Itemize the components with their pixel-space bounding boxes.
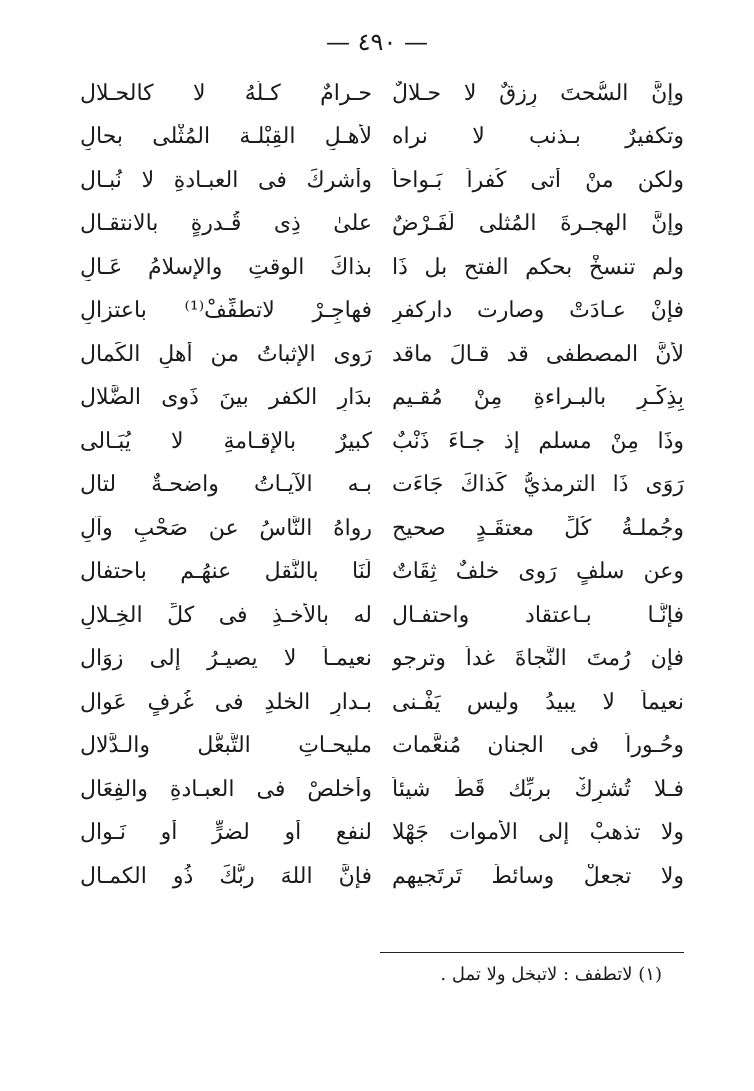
first-hemistich: وذَا مِنْ مسلمٍ إذ جـاءَ ذَنْبٌ [392,428,684,454]
second-hemistich: بدَارِ الكفر بينَ ذَوى الضَّلال [80,385,372,411]
second-hemistich: علىٰ ذِى قُـدرةٍ بالانتقـال [80,211,372,237]
second-hemistich: بـه الآيـاتُ واضحـةٌ لتال [80,472,372,498]
verse [80,681,684,725]
first-hemistich: وإنَّ الهجـرةَ المُثلى لَفَـرْضٌ [392,211,684,237]
poem [80,72,684,899]
second-hemistich: نعيمـاً لا يصيـرُ إلى زوَال [80,646,372,672]
verse [80,507,684,551]
second-hemistich: رَوى الإثباتُ من أهلِ الكَمال [80,341,372,367]
second-hemistich: وأشركَ فى العبـادةِ لا نُبـال [80,167,372,193]
first-hemistich: ولا تذهبْ إلى الأموات جَهْلا [392,820,684,846]
verse [80,638,684,682]
second-hemistich: مليحـاتِ التَّبعُّل والـدَّلال [80,733,372,759]
first-hemistich: نعيماً لا يبيدُ وليس يَفْـنى [392,689,684,715]
footnote: (١) لاتطفف : لاتبخل ولا تمل . [440,964,662,985]
first-hemistich: فإن رُمتَ النَّجاةَ غداً وترجو [392,646,684,672]
second-hemistich: كبيرٌ بالإقـامةِ لا يُبَـالى [80,428,372,454]
first-hemistich: وحُـوراً فى الجنان مُنعَّمات [392,733,684,759]
second-hemistich: وأخلصْ فى العبـادةِ والفِعَال [80,776,372,802]
second-hemistich: لنفعٍ أو لضرٍّ أو نَـوال [80,820,372,846]
verse [80,159,684,203]
first-hemistich: فإنْ عـادَتْ وصارت داركفرٍ [392,298,684,324]
verse [80,812,684,856]
second-hemistich: حـرامٌ كـلُّهُ لا كالحـلال [80,80,372,106]
second-hemistich: لَنَا بالنَّقل عنهُـم باحتفال [80,559,372,585]
verse [80,855,684,899]
verse [80,246,684,290]
first-hemistich: فإنَّـا بـاعتقاد واحتفـال [392,602,684,628]
first-hemistich: ولكن منْ أتى كُفراً بَـواحاً [392,167,684,193]
verse [80,725,684,769]
verse [80,116,684,160]
verse [80,203,684,247]
verse [80,768,684,812]
first-hemistich: ولم تنسخْ بحكمٍ الفتح بل ذَا [392,254,684,280]
first-hemistich: لأنَّ المصطفى قد قـالَ ماقد [392,341,684,367]
first-hemistich: رَوَى ذَا الترمذيُّ كَذاكَ جَاءَت [392,472,684,498]
second-hemistich: بـدارِ الخلدِ فى غُرفٍ عَوال [80,689,372,715]
page-number: — ٤٩٠ — [326,28,428,56]
first-hemistich: وتكفيرٌ بـذنب لا نراه [392,124,684,150]
verse [80,333,684,377]
first-hemistich: فـلا تُشرِكْ بربِّك قَطُّ شيئاً [392,776,684,802]
verse [80,290,684,334]
first-hemistich: بِذِكْـرِ بالبـراءةِ مِنْ مُقـيمٍ [392,385,684,411]
second-hemistich: بذاكَ الوقتِ والإسلامُ عَـالِ [80,254,372,280]
first-hemistich: وإنَّ السُّحتَ رِزقٌ لا حـلالٌ [392,80,684,106]
first-hemistich: وجُملـةُ كُلِّ معتقَـدٍ صحيحٍ [392,515,684,541]
verse [80,464,684,508]
first-hemistich: ولا تجعلْ وسائطَ تَرتَجيهم [392,863,684,889]
verse [80,72,684,116]
second-hemistich: فهاجِـرْ لاتطفِّفْ⁽¹⁾ باعتزالِ [80,298,372,324]
second-hemistich: لأهـلِ القِبْلـة المُثْلى بحالِ [80,124,372,150]
second-hemistich: له بالأخـذِ فى كلِّ الخِـلالِ [80,602,372,628]
verse [80,377,684,421]
verse [80,594,684,638]
first-hemistich: وعن سلفٍ رَوى خلفٌ ثِقَاتٌ [392,559,684,585]
verse [80,420,684,464]
footnote-divider [380,952,684,953]
second-hemistich: رواهُ النَّاسُ عن صَحْبٍ وآلٍ [80,515,372,541]
verse [80,551,684,595]
second-hemistich: فإنَّ اللهَ ربُّكَ ذُو الكمـال [80,863,372,889]
